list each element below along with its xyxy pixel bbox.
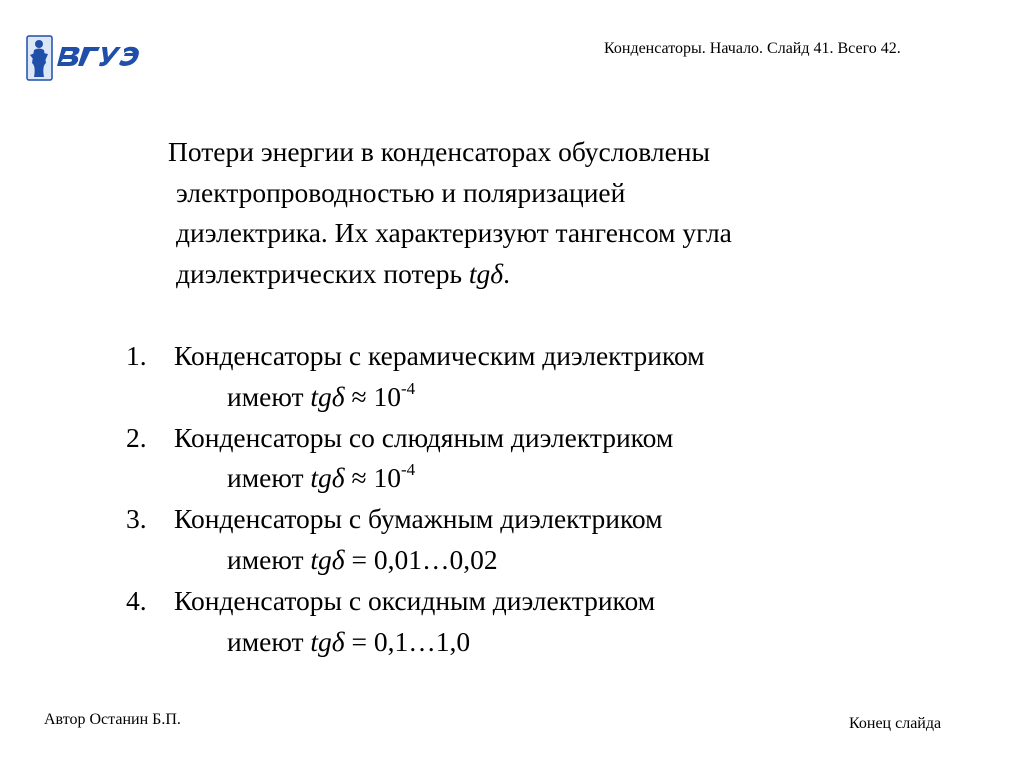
list-item-detail: [126, 622, 886, 663]
list-item-title: Конденсаторы с бумажным диэлектриком: [174, 503, 663, 535]
list-item-prefix: имеют: [227, 543, 311, 575]
intro-line-1: Потери энергии в конденсаторах обусловлены: [168, 136, 710, 167]
intro-line-4-text: диэлектрических потерь: [176, 257, 469, 289]
list-item: [126, 336, 886, 418]
list-item-value: 0,01…0,02: [373, 543, 498, 575]
list-item-relation: =: [344, 543, 374, 575]
list-item: [126, 418, 886, 500]
list-item-title: Конденсаторы с оксидным диэлектриком: [174, 584, 656, 616]
tg-delta-symbol: tgδ: [310, 462, 345, 494]
list-item-detail: [126, 540, 886, 581]
list-item-exponent: -4: [400, 460, 416, 480]
slide-header-title: Конденсаторы. Начало. Слайд 41. Всего 42.: [604, 40, 901, 57]
tg-delta-symbol: tgδ: [310, 625, 345, 657]
list-item-value: 10: [373, 462, 401, 494]
intro-line-4: [168, 254, 868, 295]
list-item-relation: ≈: [344, 380, 374, 412]
emblem-icon: [27, 36, 52, 80]
list-item-detail: [126, 377, 886, 418]
list-item-detail: [126, 458, 886, 499]
list-item-number: 4.: [126, 584, 147, 616]
tg-delta-symbol: tgδ: [310, 380, 345, 412]
list-item-prefix: имеют: [227, 625, 311, 657]
intro-line-2: электропроводностью и поляризацией: [176, 176, 626, 208]
capacitor-list: [126, 336, 886, 662]
list-item: [126, 499, 886, 581]
list-item: [126, 581, 886, 663]
list-item-number: 3.: [126, 503, 147, 535]
list-item-relation: =: [344, 625, 374, 657]
university-logo: [24, 33, 144, 83]
end-slide-link[interactable]: Конец слайда: [849, 715, 942, 732]
list-item-prefix: имеют: [227, 462, 311, 494]
logo-wordmark: [57, 47, 139, 66]
author-credit: Автор Останин Б.П.: [44, 711, 181, 728]
list-item-number: 2.: [126, 421, 147, 453]
list-item-value: 10: [373, 380, 401, 412]
list-item-exponent: -4: [400, 378, 416, 398]
intro-line-4-end: .: [503, 257, 510, 289]
list-item-relation: ≈: [344, 462, 374, 494]
list-item-title: Конденсаторы с керамическим диэлектриком: [174, 340, 705, 371]
tg-delta-symbol: tgδ: [468, 257, 504, 289]
intro-line-3: диэлектрика. Их характеризуют тангенсом угла: [176, 217, 732, 248]
tg-delta-symbol: tgδ: [310, 543, 345, 575]
intro-paragraph: [168, 132, 868, 294]
list-item-value: 0,1…1,0: [373, 625, 471, 657]
list-item-prefix: имеют: [227, 380, 311, 412]
list-item-title: Конденсаторы со слюдяным диэлектриком: [174, 421, 674, 453]
list-item-number: 1.: [126, 340, 147, 371]
